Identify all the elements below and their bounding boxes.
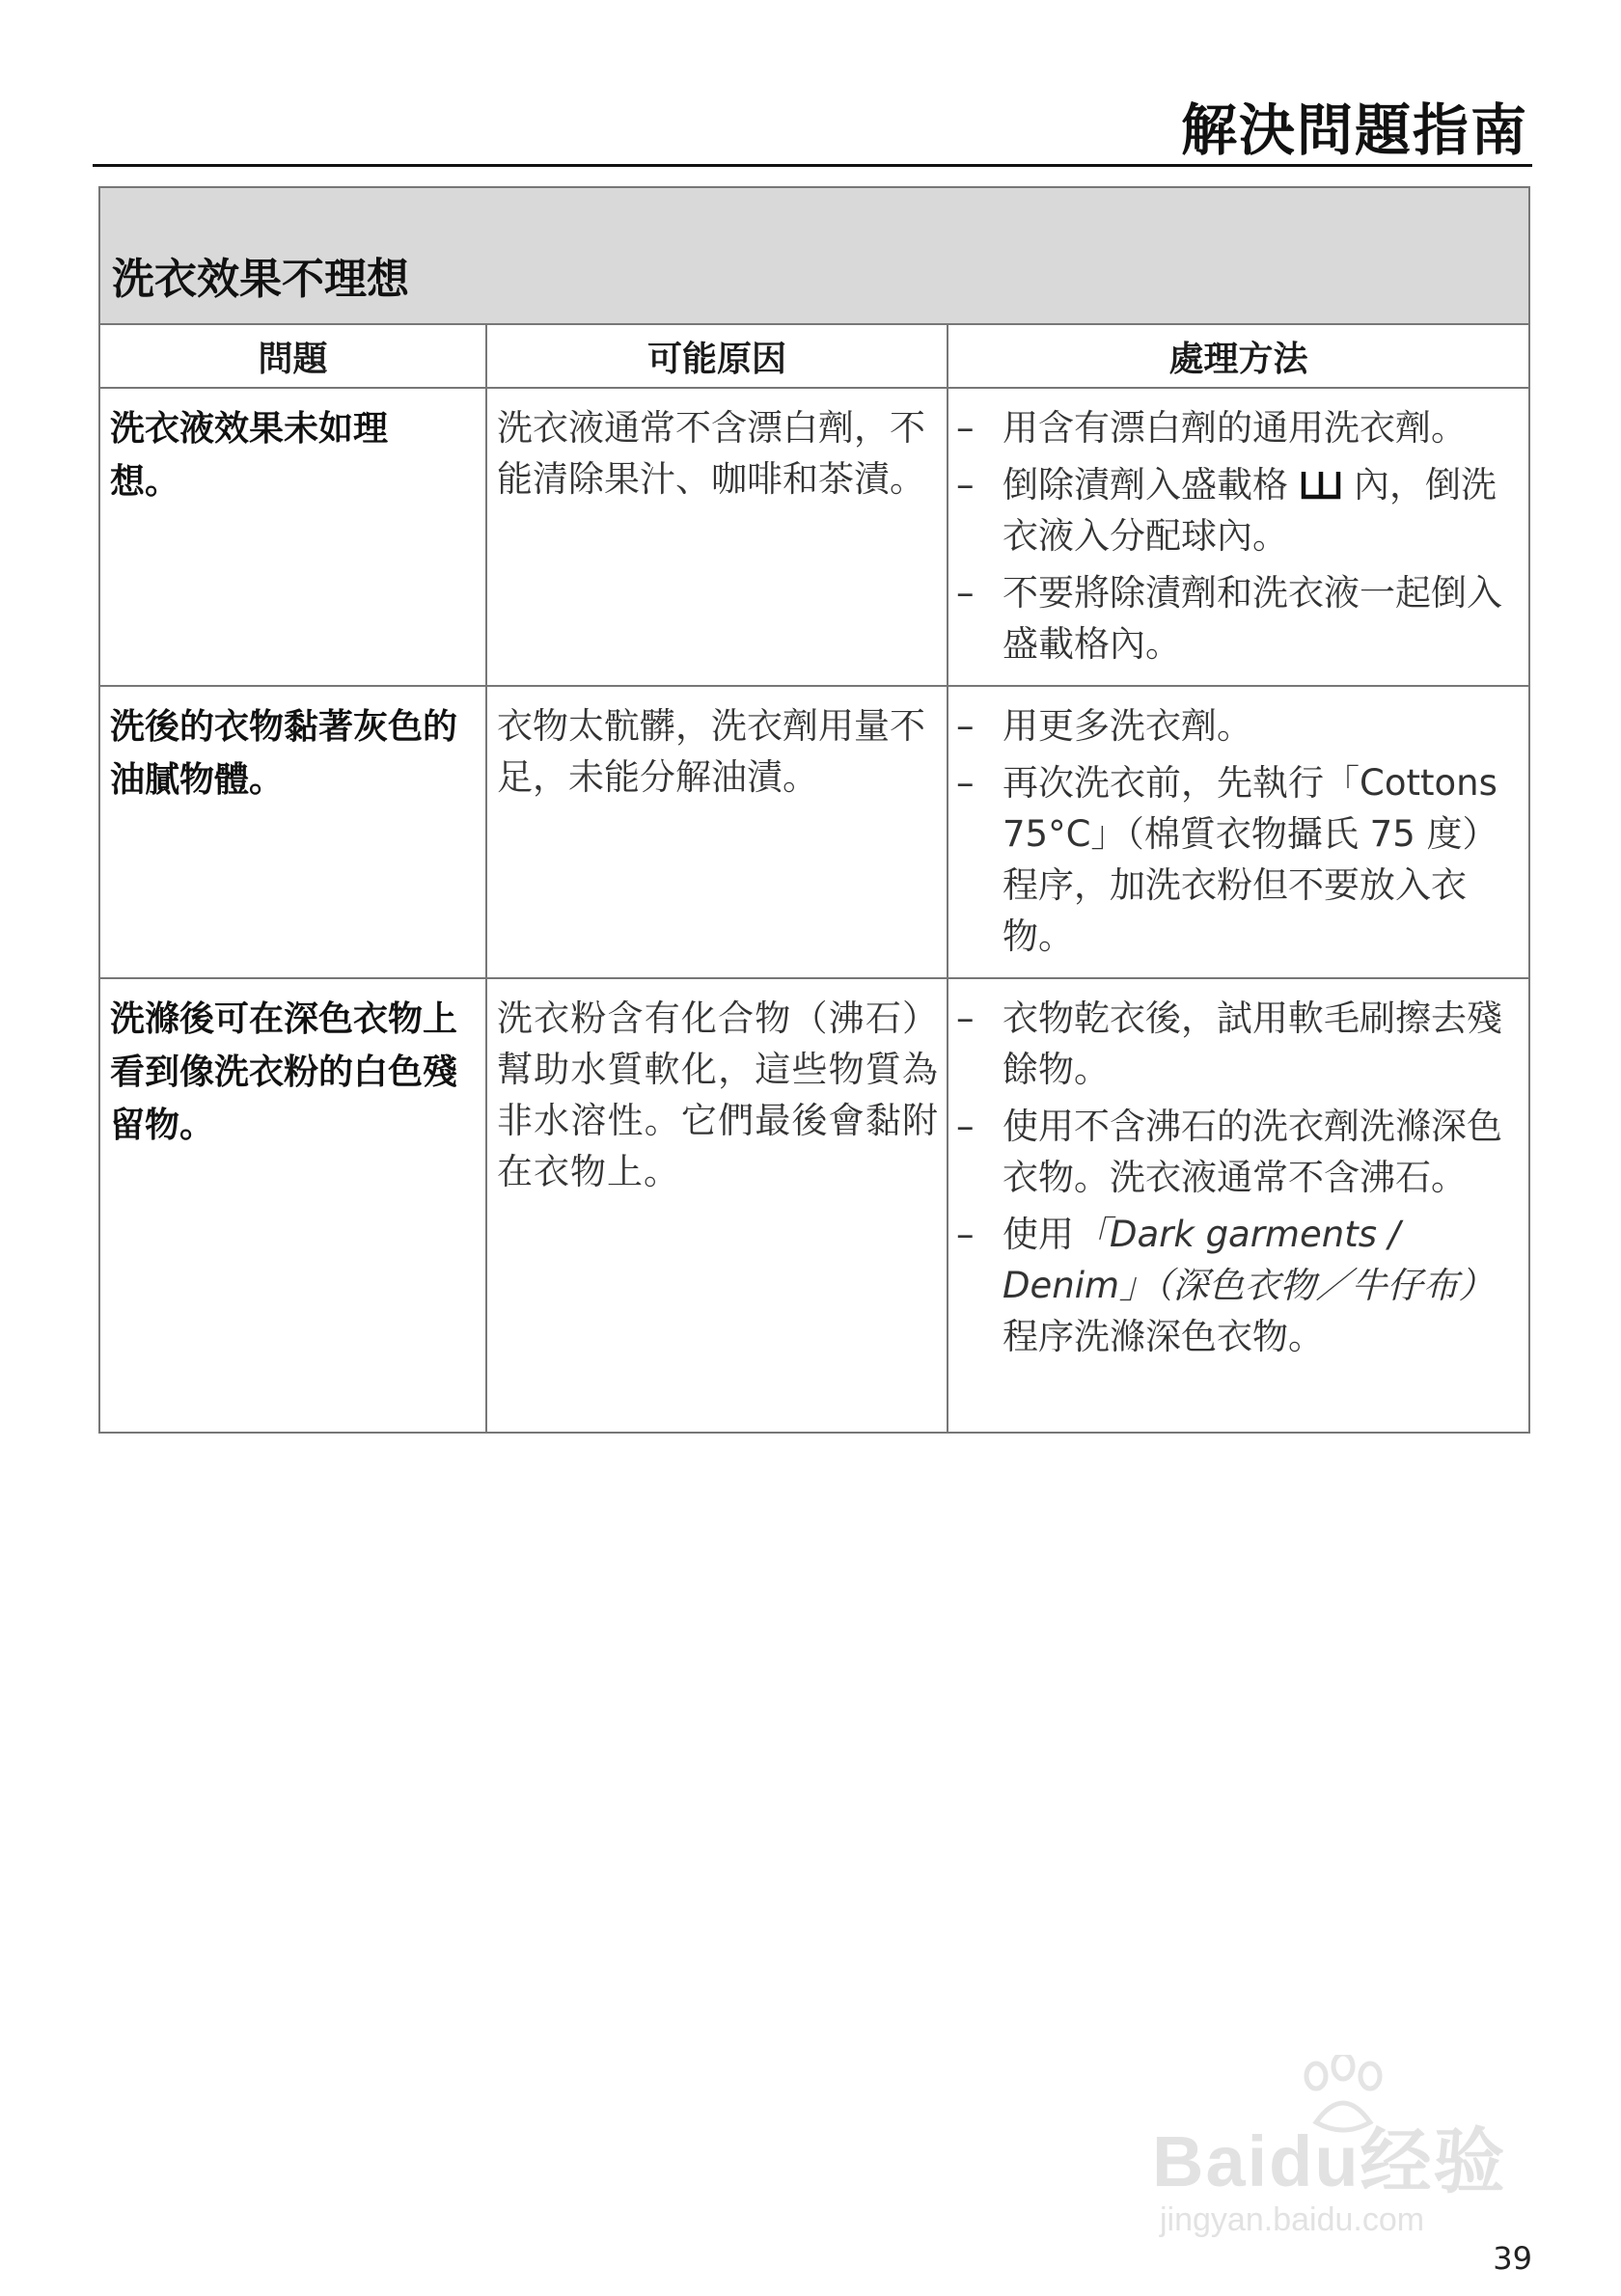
header-divider bbox=[93, 164, 1532, 167]
solution-item bbox=[952, 1209, 1521, 1362]
troubleshooting-table bbox=[100, 325, 1528, 1432]
solution-text-before-icon: 倒除漬劑入盛載格 bbox=[1003, 464, 1288, 506]
solution-item bbox=[952, 757, 1521, 962]
dash-bullet: – bbox=[956, 572, 975, 614]
section-header-bar bbox=[100, 188, 1528, 325]
solution-text: 使用不含沸石的洗衣劑洗滌深色衣物。洗衣液通常不含沸石。 bbox=[1003, 1106, 1502, 1198]
cause-cell bbox=[486, 978, 948, 1432]
dash-bullet: – bbox=[956, 407, 975, 449]
solution-text: 不要將除漬劑和洗衣液一起倒入盛載格內。 bbox=[1003, 572, 1502, 665]
troubleshooting-table-container bbox=[98, 186, 1530, 1434]
column-header-cause: 可能原因 bbox=[486, 325, 948, 388]
column-header-problem: 問題 bbox=[100, 325, 486, 388]
solution-cell bbox=[948, 686, 1528, 978]
column-header-solution: 處理方法 bbox=[948, 325, 1528, 388]
watermark-url: jingyan.baidu.com bbox=[1160, 2201, 1425, 2238]
page-number: 39 bbox=[1493, 2240, 1532, 2277]
detergent-compartment-icon bbox=[1300, 463, 1342, 496]
solution-text: 衣物乾衣後，試用軟毛刷擦去殘餘物。 bbox=[1003, 998, 1502, 1090]
solution-item bbox=[952, 459, 1521, 561]
table-row bbox=[100, 686, 1528, 978]
cause-cell bbox=[486, 686, 948, 978]
solution-text: 用更多洗衣劑。 bbox=[1003, 705, 1252, 747]
solution-item bbox=[952, 700, 1521, 752]
solution-list bbox=[952, 700, 1521, 962]
problem-cell bbox=[100, 978, 486, 1432]
cause-text: 衣物太骯髒，洗衣劑用量不足，未能分解油漬。 bbox=[497, 705, 925, 798]
table-row bbox=[100, 978, 1528, 1432]
solution-text: 再次洗衣前，先執行「Cottons 75°C」（棉質衣物攝氏 75 度）程序，加洗衣粉但不要放入衣物。 bbox=[1003, 762, 1498, 957]
solution-text: 用含有漂白劑的通用洗衣劑。 bbox=[1003, 407, 1467, 449]
dash-bullet: – bbox=[956, 762, 975, 804]
solution-list bbox=[952, 402, 1521, 670]
problem-cell bbox=[100, 388, 486, 686]
dash-bullet: – bbox=[956, 705, 975, 747]
cause-text: 洗衣粉含有化合物（沸石）幫助水質軟化，這些物質為非水溶性。它們最後會黏附在衣物上。 bbox=[497, 998, 939, 1192]
dash-bullet: – bbox=[956, 464, 975, 506]
dash-bullet: – bbox=[956, 1106, 975, 1147]
solution-item bbox=[952, 402, 1521, 453]
problem-text: 洗衣液效果未如理想。 bbox=[110, 409, 389, 502]
table-row bbox=[100, 388, 1528, 686]
solution-text-prefix: 使用 bbox=[1003, 1214, 1074, 1255]
solution-item bbox=[952, 567, 1521, 670]
problem-text: 洗後的衣物黏著灰色的油膩物體。 bbox=[110, 707, 458, 800]
table-header-row bbox=[100, 325, 1528, 388]
section-title: 洗衣效果不理想 bbox=[112, 255, 409, 304]
page-header-title: 解決問題指南 bbox=[1180, 97, 1528, 163]
solution-text-suffix: 程序洗滌深色衣物。 bbox=[1003, 1316, 1324, 1357]
baidu-watermark bbox=[1152, 2055, 1538, 2238]
solution-list bbox=[952, 993, 1521, 1362]
problem-cell bbox=[100, 686, 486, 978]
problem-text: 洗滌後可在深色衣物上看到像洗衣粉的白色殘留物。 bbox=[110, 999, 458, 1145]
solution-item bbox=[952, 1101, 1521, 1203]
cause-text: 洗衣液通常不含漂白劑，不能清除果汁、咖啡和茶漬。 bbox=[497, 407, 925, 500]
solution-text-after-icon: 內，倒洗衣液入分配球內。 bbox=[1003, 464, 1497, 557]
program-name: 「Dark garments / Denim」（深色衣物／牛仔布） bbox=[1003, 1214, 1495, 1306]
solution-cell bbox=[948, 388, 1528, 686]
watermark-brand: Baidu经验 bbox=[1152, 2121, 1507, 2201]
solution-cell bbox=[948, 978, 1528, 1432]
dash-bullet: – bbox=[956, 998, 975, 1039]
cause-cell bbox=[486, 388, 948, 686]
solution-item bbox=[952, 993, 1521, 1095]
dash-bullet: – bbox=[956, 1214, 975, 1255]
